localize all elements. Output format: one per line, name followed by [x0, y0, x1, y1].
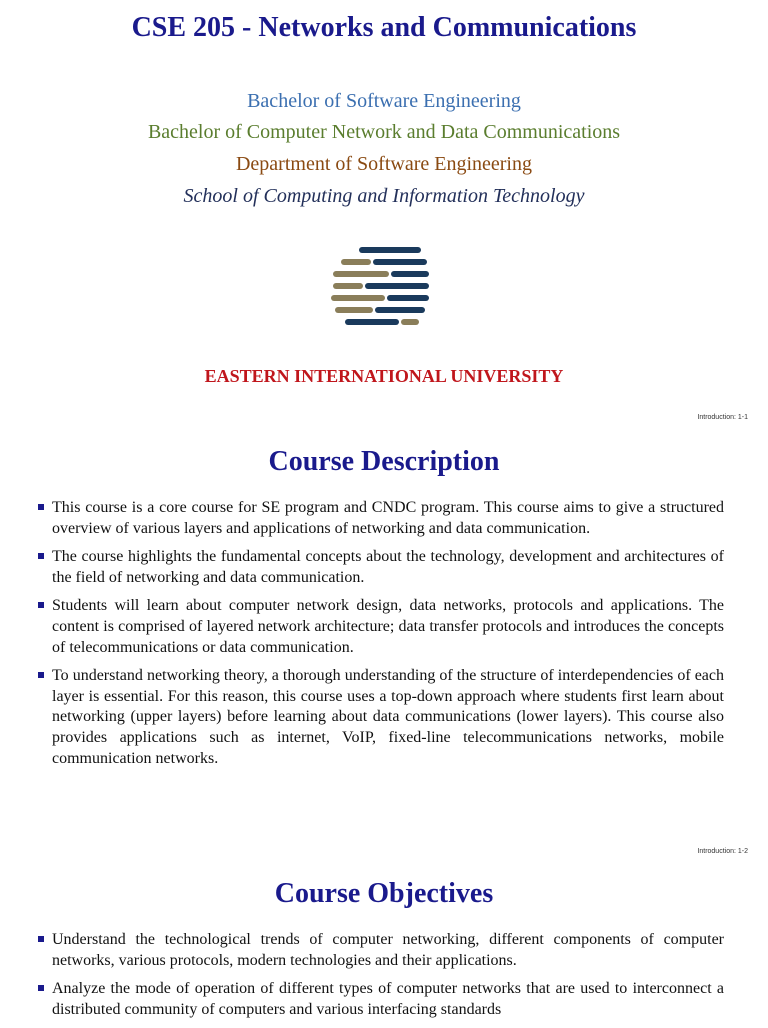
program-cndc: Bachelor of Computer Network and Data Communications	[147, 121, 621, 143]
title-slide	[0, 0, 768, 430]
course-objectives-slide	[0, 850, 768, 1024]
slide-title: Course Description	[268, 446, 500, 477]
square-bullet-icon	[38, 672, 44, 678]
square-bullet-icon	[38, 985, 44, 991]
course-title: CSE 205 - Networks and Communications	[131, 12, 637, 43]
slide-number: Introduction: 1-1	[697, 414, 748, 421]
list-item: The course highlights the fundamental concepts about the technology, development and architectures of the field of networking and data communication.	[36, 547, 724, 588]
list-item: Analyze the mode of operation of different types of computer networks that are used to interconnect a distributed community of computers and various interfacing standards	[36, 979, 724, 1020]
list-item: Students will learn about computer network design, data networks, protocols and applications. The content is comprised of layered network architecture; data transfer protocols and introduces the concepts of telecommunications or data communication.	[36, 596, 724, 658]
school-name: School of Computing and Information Technology	[183, 185, 585, 207]
program-se: Bachelor of Software Engineering	[247, 90, 521, 112]
course-description-slide	[0, 430, 768, 855]
university-logo-icon	[330, 240, 430, 340]
list-item: Understand the technological trends of computer networking, different components of computer networks, various protocols, modern technologies and their applications.	[36, 930, 724, 971]
square-bullet-icon	[38, 602, 44, 608]
square-bullet-icon	[38, 553, 44, 559]
slide-number: Introduction: 1-2	[697, 848, 748, 855]
department-name: Department of Software Engineering	[235, 153, 532, 175]
bullet-list	[36, 930, 724, 1028]
bullet-list	[36, 498, 724, 777]
slide-title: Course Objectives	[274, 878, 494, 909]
list-item: This course is a core course for SE program and CNDC program. This course aims to give a structured overview of various layers and applications of networking and data communication.	[36, 498, 724, 539]
square-bullet-icon	[38, 936, 44, 942]
list-item: To understand networking theory, a thorough understanding of the structure of interdependencies of each layer is essential. For this reason, this course uses a top-down approach where students first learn about networking (upper layers) before learning about data communications (lower layers). This course also provides applications such as internet, VoIP, fixed-line telecommunications networks, mobile communication networks.	[36, 666, 724, 769]
square-bullet-icon	[38, 504, 44, 510]
university-name: EASTERN INTERNATIONAL UNIVERSITY	[204, 366, 564, 386]
